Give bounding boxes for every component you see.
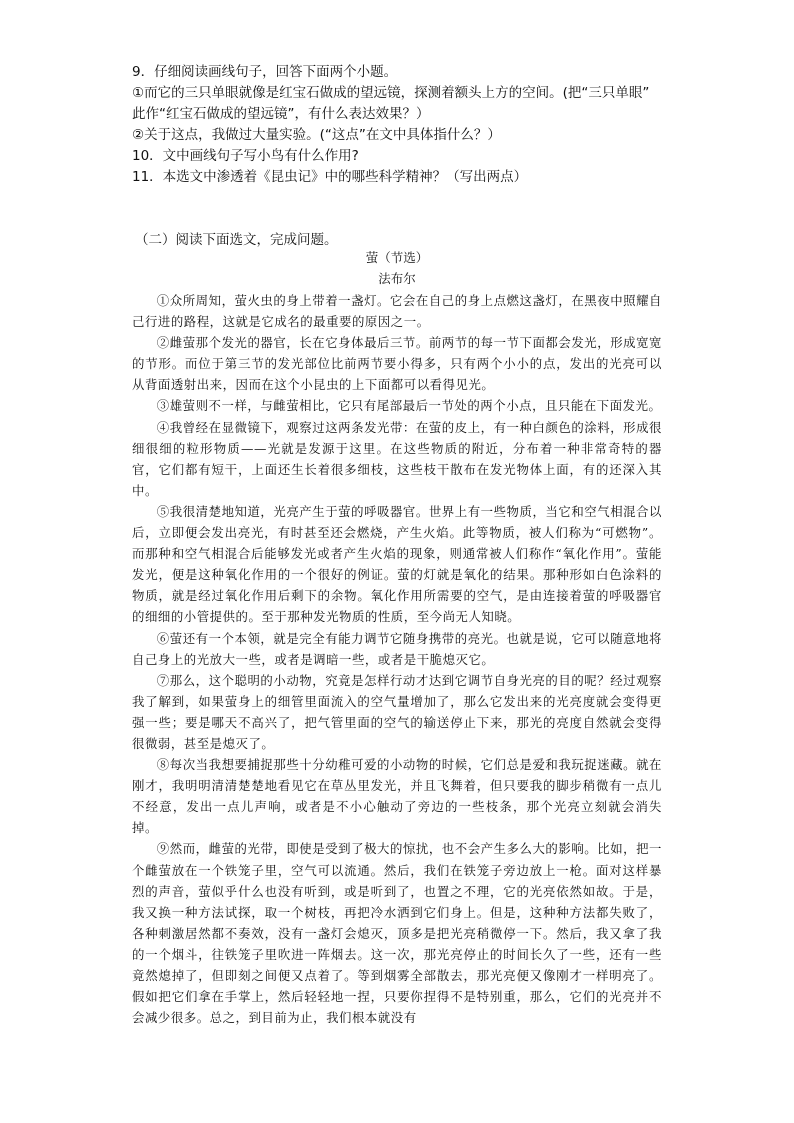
question-9-part-2: ②关于这点，我做过大量实验。(“这点”在文中具体指什么？） [132, 127, 501, 143]
paragraph-8: ⑧每次当我想要捕捉那些十分幼稚可爱的小动物的时候，它们总是爱和我玩捉迷藏。就在刚才，我明明清清楚楚地看见它在草丛里发光，并且飞舞着，但只要我的脚步稍微有一点儿不经意，发出一点儿声响，或者是不小心触动了旁边的一些枝条，那个光亮立刻就会消失掉。 [132, 757, 662, 836]
question-9-part-1: ①而它的三只单眼就像是红宝石做成的望远镜，探测着额头上方的空间。(把“三只单眼” [132, 85, 650, 101]
article-author: 法布尔 [378, 271, 416, 286]
question-9-part-1-cont: 此作“红宝石做成的望远镜”，有什么表达效果？） [132, 106, 430, 122]
question-11: 11．本选文中渗透着《昆虫记》中的哪些科学精神？（写出两点） [132, 169, 528, 185]
article-body [132, 290, 662, 1028]
questions-block [132, 62, 692, 188]
section-heading: （二）阅读下面选文，完成问题。 [135, 232, 338, 248]
article-title: 萤（节选） [365, 250, 429, 265]
paragraph-4: ④我曾经在显微镜下，观察过这两条发光带：在萤的皮上，有一种白颜色的涂料，形成很细很细的粒形物质——光就是发源于这里。在这些物质的附近，分布着一种非常奇特的器官，它们都有短干，上面还生长着很多细枝，这些枝干散布在发光物体上面，有的还深入其中。 [132, 419, 662, 498]
paragraph-3: ③雄萤则不一样，与雌萤相比，它只有尾部最后一节处的两个小点，且只能在下面发光。 [156, 398, 662, 414]
question-9: 9．仔细阅读画线句子，回答下面两个小题。 [132, 64, 398, 80]
paragraph-1: ①众所周知，萤火虫的身上带着一盏灯。它会在自己的身上点燃这盏灯，在黑夜中照耀自己行进的路程，这就是它成名的最重要的原因之一。 [132, 293, 662, 330]
paragraph-9: ⑨然而，雌萤的光带，即使是受到了极大的惊扰，也不会产生多么大的影响。比如，把一个雌萤放在一个铁笼子里，空气可以流通。然后，我们在铁笼子旁边放上一枪。面对这样暴烈的声音，萤似乎什么也没有听到，或是听到了，也置之不理，它的光亮依然如故。于是，我又换一种方法试探，取一个树枝，再把冷水洒到它们身上。但是，这种种方法都失败了，各种刺激居然都不奏效，没有一盏灯会熄灭，顶多是把光亮稍微停一下。然后，我又拿了我的一个烟斗，往铁笼子里吹进一阵烟去。这一次，那光亮停止的时间长久了一些，还有一些竟然熄掉了，但即刻之间便又点着了。等到烟雾全部散去，那光亮便又像刚才一样明亮了。假如把它们拿在手掌上，然后轻轻地一捏，只要你捏得不是特别重，那么，它们的光亮并不会减少很多。总之，到目前为止，我们根本就没有 [132, 841, 662, 1026]
paragraph-5: ⑤我很清楚地知道，光亮产生于萤的呼吸器官。世界上有一些物质，当它和空气相混合以后，立即便会发出亮光，有时甚至还会燃烧，产生火焰。此等物质，被人们称为“可燃物”。而那种和空气相混合后能够发光或者产生火焰的现象，则通常被人们称作“氧化作用”。萤能发光，便是这种氧化作用的一个很好的例证。萤的灯就是氧化的结果。那种形如白色涂料的物质，就是经过氧化作用后剩下的余物。氧化作用所需要的空气，是由连接着萤的呼吸器官的细细的小管提供的。至于那种发光物质的性质，至今尚无人知晓。 [132, 503, 662, 625]
paragraph-2: ②雌萤那个发光的器官，长在它身体最后三节。前两节的每一节下面都会发光，形成宽宽的节形。而位于第三节的发光部位比前两节要小得多，只有两个小小的点，发出的光亮可以从背面透射出来，因而在这个小昆虫的上下面都可以看得见光。 [132, 335, 662, 393]
question-10: 10．文中画线句子写小鸟有什么作用? [132, 148, 359, 164]
paragraph-6: ⑥萤还有一个本领，就是完全有能力调节它随身携带的亮光。也就是说，它可以随意地将自己身上的光放大一些，或者是调暗一些，或者是干脆熄灭它。 [132, 630, 662, 667]
paragraph-7: ⑦那么，这个聪明的小动物，究竟是怎样行动才达到它调节自身光亮的目的呢？经过观察我了解到，如果萤身上的细管里面流入的空气量增加了，那么它发出来的光亮度就会变得更强一些；要是哪天不高兴了，把气管里面的空气的输送停止下来，那光的亮度自然就会变得很微弱，甚至是熄灭了。 [132, 672, 662, 751]
